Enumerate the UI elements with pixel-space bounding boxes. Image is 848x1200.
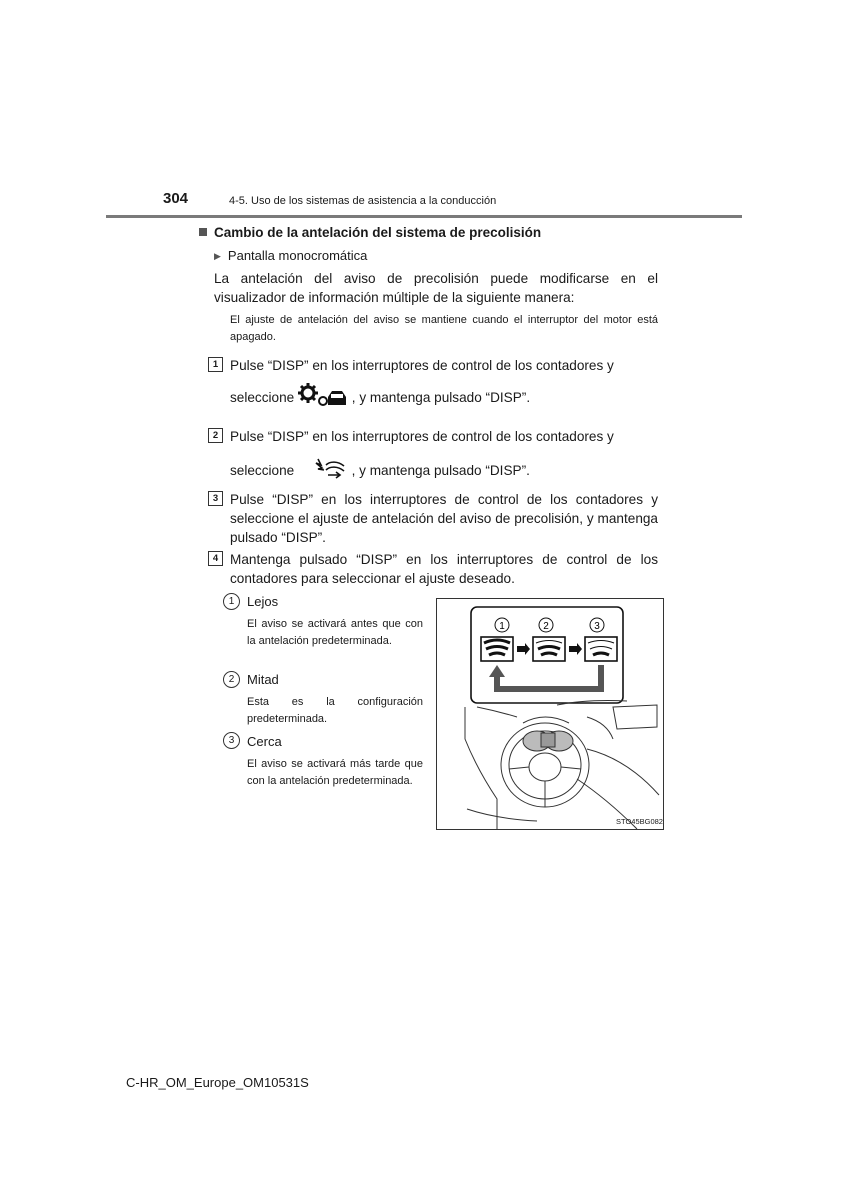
step-2-post: , y mantenga pulsado “DISP”. (351, 463, 530, 479)
step-3-text: Pulse “DISP” en los interruptores de control de los contadores y seleccione el ajuste de antelación del aviso de precolisión, y mantenga pulsado “DISP”. (230, 492, 658, 545)
step-2-pre: seleccione (230, 463, 295, 479)
intro-paragraph: La antelación del aviso de precolisión puede modificarse en el visualizador de información múltiple de la siguiente manera: (214, 271, 658, 305)
figure-label: 3 (594, 621, 600, 632)
option-title: Lejos (247, 594, 279, 609)
heading (199, 225, 541, 240)
figure-label: 1 (499, 621, 505, 632)
document-id: C-HR_OM_Europe_OM10531S (126, 1075, 309, 1090)
step-number: 2 (208, 428, 223, 443)
step-1-pre: seleccione (230, 390, 295, 406)
figure-label: 2 (543, 621, 549, 632)
step-number: 3 (208, 491, 223, 506)
settings-vehicle-icon (298, 383, 348, 414)
option-title: Cerca (247, 734, 282, 749)
option-number: 3 (223, 732, 240, 749)
note-paragraph: El ajuste de antelación del aviso se mantiene cuando el interruptor del motor está apagado. (230, 314, 658, 343)
dashboard-figure (436, 598, 664, 830)
option-desc: Esta es la configuración predeterminada. (247, 696, 423, 725)
step-1-post: , y mantenga pulsado “DISP”. (351, 390, 531, 406)
heading-text: Cambio de la antelación del sistema de precolisión (214, 225, 542, 240)
page-number: 304 (163, 190, 189, 207)
subheading-text: Pantalla monocromática (227, 248, 368, 263)
figure-code: STO45BG082 (616, 817, 663, 826)
step-4-text: Mantenga pulsado “DISP” en los interruptores de control de los contadores para seleccionar el ajuste deseado. (230, 552, 658, 586)
display-panel-mid (533, 637, 565, 661)
step-2-line1: Pulse “DISP” en los interruptores de control de los contadores y (230, 429, 614, 444)
option-number: 1 (223, 593, 240, 610)
step-number: 4 (208, 551, 223, 566)
step-2-line2 (230, 457, 658, 486)
option-desc: El aviso se activará antes que con la antelación predeterminada. (247, 618, 423, 647)
subheading (214, 248, 367, 263)
option-desc: El aviso se activará más tarde que con la antelación predeterminada. (247, 758, 423, 787)
option-title: Mitad (247, 672, 279, 687)
section-title: 4-5. Uso de los sistemas de asistencia a la conducción (229, 195, 497, 207)
option-number: 2 (223, 671, 240, 688)
step-number: 1 (208, 357, 223, 372)
square-bullet-icon (199, 228, 207, 236)
step-1-line2 (230, 383, 658, 414)
display-panel-far (481, 637, 513, 661)
pcs-warning-icon (312, 457, 348, 486)
dashboard-illustration (437, 599, 663, 829)
display-panel-near (585, 637, 617, 661)
header-rule (106, 215, 742, 218)
step-1-line1: Pulse “DISP” en los interruptores de control de los contadores y (230, 358, 614, 373)
triangle-bullet-icon: ▶ (214, 251, 221, 261)
